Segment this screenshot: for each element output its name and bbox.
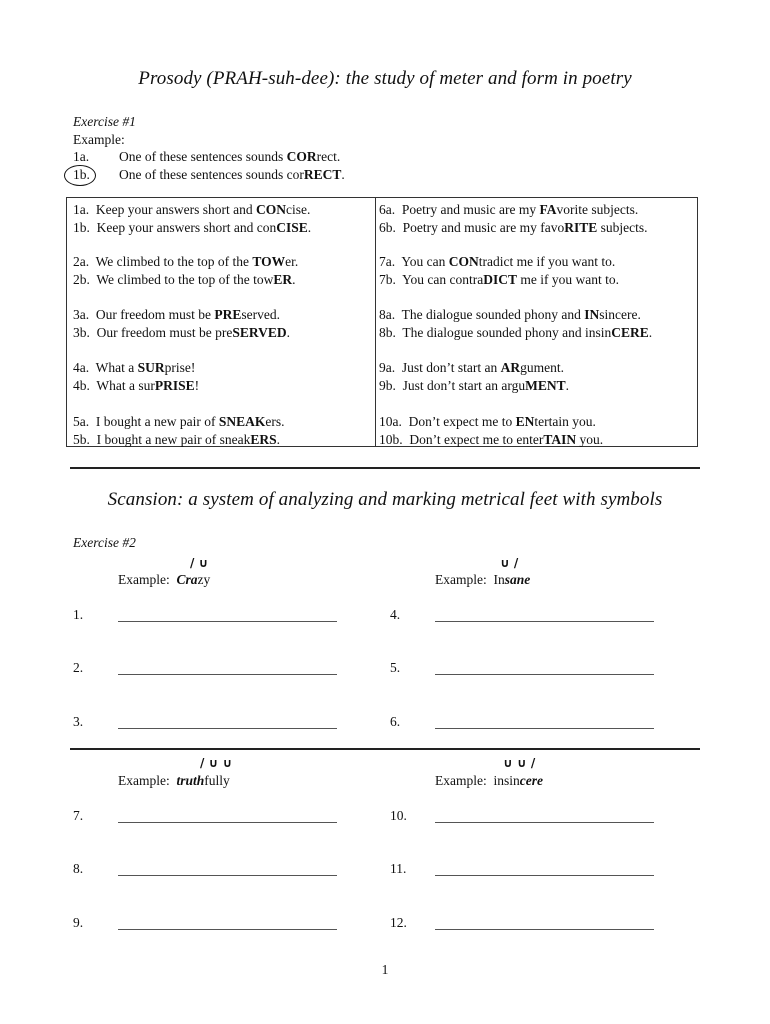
sentence-line: 9b. Just don’t start an arguMENT.: [379, 377, 569, 393]
answer-blank-line[interactable]: [435, 822, 654, 823]
sentence-number: 1b.: [73, 219, 90, 235]
answer-blank-line[interactable]: [435, 728, 654, 729]
page-title: Prosody (PRAH-suh-dee): the study of meter and form in poetry: [138, 68, 632, 89]
sentence-number: 6a.: [379, 202, 396, 217]
example-crazy: Example: Crazy: [118, 572, 211, 587]
answer-blank-line[interactable]: [435, 674, 654, 675]
sentence-number: 5b.: [73, 431, 90, 447]
stress-symbols: ∪ /: [500, 556, 519, 570]
sentence-line: 1a. Keep your answers short and CONcise.: [73, 202, 311, 217]
answer-blank-line[interactable]: [435, 929, 654, 930]
answer-blank-line[interactable]: [118, 674, 337, 675]
sentence-pair: [73, 201, 311, 236]
answer-number: 6.: [390, 714, 401, 729]
answer-number: 5.: [390, 660, 401, 675]
stressed-syllable: MENT: [525, 377, 566, 393]
sentence-line: 4b. What a surPRISE!: [73, 377, 200, 393]
answer-circle: [64, 165, 96, 186]
sentence-line: 2a. We climbed to the top of the TOWer.: [73, 254, 299, 269]
sentence-number: 10a.: [379, 414, 402, 429]
sentence-line: 8a. The dialogue sounded phony and INsincere.: [379, 307, 641, 322]
stressed-syllable: RITE: [564, 219, 598, 235]
stressed-syllable: PRE: [214, 307, 242, 322]
sentence-number: 5a.: [73, 414, 90, 429]
sentence-pair: [379, 359, 569, 394]
answer-number: 7.: [73, 808, 84, 823]
sentence-number: 2b.: [73, 271, 90, 287]
sentence-number: 4b.: [73, 377, 90, 393]
answer-blank-line[interactable]: [435, 621, 654, 622]
section-divider: [70, 748, 700, 750]
sentence-number: 7b.: [379, 271, 396, 287]
sentence-line: 9a. Just don’t start an ARgument.: [379, 360, 564, 375]
sentence-line: 6a. Poetry and music are my FAvorite subjects.: [379, 202, 639, 217]
answer-blank-line[interactable]: [435, 875, 654, 876]
sentence-line: 10b. Don’t expect me to enterTAIN you.: [379, 431, 604, 447]
exercise1-table: [66, 197, 698, 447]
scansion-title: Scansion: a system of analyzing and marking metrical feet with symbols: [107, 489, 663, 510]
stressed-syllable: ERS: [250, 431, 277, 447]
sentence-line: 8b. The dialogue sounded phony and insinCERE.: [379, 324, 653, 340]
sentence-pair: [73, 306, 290, 341]
example-number: 1a.: [73, 149, 90, 164]
exercise2-label: Exercise #2: [73, 535, 136, 550]
stressed-syllable: FA: [539, 202, 557, 217]
stress-symbols: ∪ ∪ /: [503, 756, 536, 770]
page-number: 1: [381, 962, 389, 977]
example-number: 1b.: [73, 167, 90, 182]
sentence-number: 4a.: [73, 360, 90, 375]
sentence-number: 1a.: [73, 202, 90, 217]
answer-blank-line[interactable]: [118, 728, 337, 729]
stress-symbols: / ∪ ∪: [200, 756, 233, 770]
stressed-syllable: CON: [255, 202, 286, 217]
sentence-line: 4a. What a SURprise!: [73, 360, 196, 375]
answer-number: 12.: [390, 915, 407, 930]
example-insincere: Example: insincere: [435, 773, 543, 788]
sentence-number: 6b.: [379, 219, 396, 235]
stressed-syllable: IN: [584, 307, 600, 322]
answer-number: 8.: [73, 861, 84, 876]
answer-number: 9.: [73, 915, 84, 930]
sentence-line: 1b. Keep your answers short and conCISE.: [73, 219, 312, 235]
stressed-syllable: PRISE: [154, 377, 195, 393]
sentence-pair: [73, 253, 298, 288]
sentence-number: 9a.: [379, 360, 396, 375]
stressed-syllable: DICT: [483, 271, 518, 287]
answer-blank-line[interactable]: [118, 822, 337, 823]
sentence-number: 3a.: [73, 307, 90, 322]
stressed-syllable: SERVED: [232, 324, 287, 340]
sentence-line: 10a. Don’t expect me to ENtertain you.: [379, 414, 596, 429]
stressed-syllable: AR: [500, 360, 521, 375]
stressed-syllable: SUR: [137, 360, 165, 375]
section-divider: [70, 467, 700, 469]
exercise1-label: Exercise #1: [73, 114, 136, 129]
stressed-syllable: CERE: [611, 324, 649, 340]
stressed-syllable: TAIN: [543, 431, 577, 447]
sentence-number: 8b.: [379, 324, 396, 340]
sentence-pair: [73, 413, 284, 448]
sentence-number: 10b.: [379, 431, 403, 447]
answer-number: 10.: [390, 808, 407, 823]
column-divider: [375, 198, 376, 446]
answer-number: 3.: [73, 714, 84, 729]
sentence-pair: [73, 359, 199, 394]
stressed-syllable: SNEAK: [218, 414, 266, 429]
stressed-syllable: CISE: [276, 219, 308, 235]
example-truthfully: Example: truthfully: [118, 773, 230, 788]
answer-number: 11.: [390, 861, 407, 876]
answer-number: 4.: [390, 607, 401, 622]
example-label: Example:: [73, 132, 125, 147]
sentence-pair: [379, 413, 603, 448]
sentence-pair: [379, 306, 652, 341]
stressed-syllable: EN: [515, 414, 535, 429]
answer-number: 1.: [73, 607, 84, 622]
sentence-pair: [379, 253, 619, 288]
answer-blank-line[interactable]: [118, 875, 337, 876]
sentence-line: 3b. Our freedom must be preSERVED.: [73, 324, 291, 340]
sentence-line: 5a. I bought a new pair of SNEAKers.: [73, 414, 285, 429]
sentence-line: 7b. You can contraDICT me if you want to.: [379, 271, 619, 287]
stressed-syllable: ER: [273, 271, 293, 287]
sentence-line: 5b. I bought a new pair of sneakERS.: [73, 431, 280, 447]
sentence-line: 2b. We climbed to the top of the towER.: [73, 271, 296, 287]
example-1a: 1a. One of these sentences sounds CORrect.: [73, 149, 341, 164]
example-insane: Example: Insane: [435, 572, 531, 587]
sentence-line: 6b. Poetry and music are my favoRITE subjects.: [379, 219, 648, 235]
answer-number: 2.: [73, 660, 84, 675]
sentence-number: 7a.: [379, 254, 396, 269]
sentence-number: 8a.: [379, 307, 396, 322]
sentence-line: 3a. Our freedom must be PREserved.: [73, 307, 280, 322]
answer-blank-line[interactable]: [118, 621, 337, 622]
sentence-pair: [379, 201, 647, 236]
stressed-syllable: CON: [448, 254, 479, 269]
sentence-line: 7a. You can CONtradict me if you want to.: [379, 254, 616, 269]
stressed-syllable: TOW: [252, 254, 286, 269]
sentence-number: 2a.: [73, 254, 90, 269]
answer-blank-line[interactable]: [118, 929, 337, 930]
example-1b: 1b. One of these sentences sounds corRECT.: [73, 167, 345, 183]
sentence-number: 9b.: [379, 377, 396, 393]
stress-symbols: / ∪: [190, 556, 209, 570]
sentence-number: 3b.: [73, 324, 90, 340]
